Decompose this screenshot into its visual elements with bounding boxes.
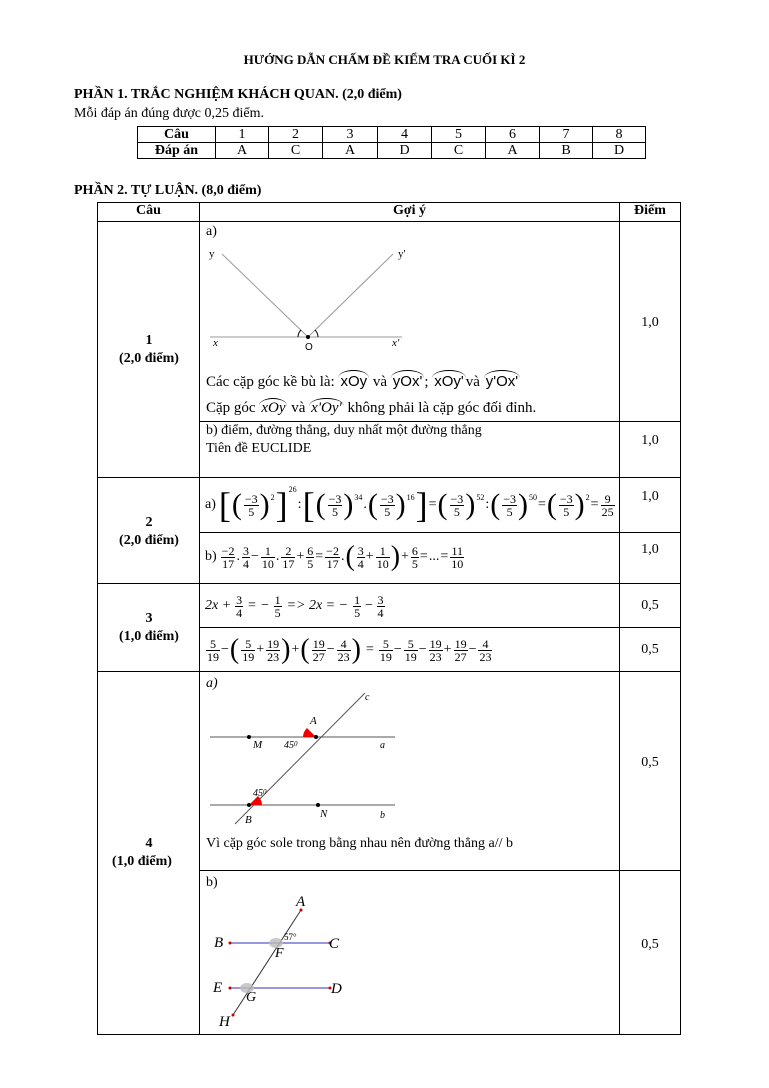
part1-note: Mỗi đáp án đúng được 0,25 điểm. (74, 106, 264, 121)
answer-cell: D (593, 143, 646, 159)
angle-xoy: xOy (338, 370, 369, 390)
question-cell: 4 (378, 127, 432, 143)
q2-a-label: a) (205, 497, 216, 512)
q4-a-label: a) (206, 676, 218, 691)
answer-cell: A (216, 143, 269, 159)
question-1-label (98, 332, 200, 368)
q4-parallel-figure (205, 688, 405, 838)
question-row (138, 127, 646, 143)
and-word: và (465, 374, 480, 390)
q4-b-figure (205, 895, 355, 1030)
angle-arc (315, 330, 318, 337)
fraction: $\frac{9}{25}$ (601, 491, 614, 519)
answer-row (138, 143, 646, 159)
score: 1,0 (641, 315, 659, 330)
score: 0,5 (641, 642, 659, 657)
label-f: F (275, 946, 284, 961)
answer-cell: C (432, 143, 486, 159)
and-word: và (291, 400, 306, 416)
label-x: x (213, 337, 218, 349)
score: 0,5 (641, 937, 659, 952)
transversal-ah (233, 910, 301, 1015)
answer-cell: B (540, 143, 593, 159)
question-4-label (98, 835, 200, 871)
fraction: $\frac{-3}{5}$ (450, 491, 464, 519)
question-cell: 6 (486, 127, 540, 143)
angle-arc (298, 330, 301, 337)
table-divider (97, 221, 681, 222)
q3-line1: 2x + $\frac{3}{4}$ = − $\frac{1}{5}$ => 2x = − $\frac{1}{5}$ − $\frac{3}{4}$ (205, 592, 384, 620)
question-number: 2 (145, 515, 153, 530)
row-label-question: Câu (138, 127, 216, 143)
angle-xoy: xOy (261, 400, 286, 416)
question-points: (2,0 điểm) (119, 533, 179, 548)
question-cell: 1 (216, 127, 269, 143)
question-cell: 3 (323, 127, 378, 143)
label-a-line: a (380, 740, 385, 751)
and-word: và (372, 374, 388, 390)
table-divider (97, 477, 681, 478)
label-g: G (246, 990, 257, 1005)
q1-b-line2: Tiên đề EUCLIDE (206, 441, 312, 456)
separator: ; (424, 374, 429, 390)
label-n: N (320, 808, 328, 820)
column-header-hint: Gợi ý (392, 203, 427, 218)
point-o (306, 335, 310, 339)
line2-suffix: không phải là cặp góc đối đỉnh. (347, 400, 537, 416)
label-angle-top: $45^0$ (284, 740, 298, 751)
ray-oy-prime (308, 254, 393, 337)
line1-prefix: Các cặp góc kề bù là: (206, 374, 335, 390)
table-divider (97, 583, 681, 584)
question-number: 3 (145, 611, 153, 626)
column-header-question: Câu (136, 203, 161, 218)
point-b (247, 803, 251, 807)
label-angle-bottom: $45^0$ (253, 788, 267, 799)
q2-b-label: b) (205, 549, 217, 564)
score: 0,5 (641, 598, 659, 613)
label-c: C (329, 936, 340, 952)
question-number: 1 (145, 333, 153, 348)
label-o: O (305, 342, 313, 353)
score: 1,0 (641, 489, 659, 504)
table-divider (199, 627, 681, 628)
q1-line1 (206, 373, 520, 391)
answer-cell: C (269, 143, 323, 159)
score: 1,0 (641, 542, 659, 557)
score: 0,5 (641, 755, 659, 770)
line2-prefix: Cặp góc (206, 400, 256, 416)
table-divider (199, 421, 681, 422)
page-title: HƯỚNG DẪN CHẤM ĐỀ KIỂM TRA CUỐI KÌ 2 (243, 52, 526, 67)
label-b-point: B (245, 814, 252, 826)
question-points: (1,0 điểm) (119, 629, 179, 644)
label-a-point: A (310, 715, 317, 727)
score: 1,0 (641, 433, 659, 448)
answer-cell: A (486, 143, 540, 159)
question-points: (2,0 điểm) (119, 351, 179, 366)
row-label-answer: Đáp án (138, 143, 216, 159)
q4-a-text: Vì cặp góc sole trong bằng nhau nên đường thẳng a// b (206, 836, 513, 851)
label-angle-57: 57° (284, 932, 297, 942)
point-b (229, 942, 232, 945)
question-3-label (98, 610, 200, 646)
point-m (247, 735, 251, 739)
point-n (316, 803, 320, 807)
point-a (314, 735, 318, 739)
ray-oy (222, 254, 308, 337)
part2-heading: PHẦN 2. TỰ LUẬN. (8,0 điểm) (74, 183, 262, 198)
q2-a-expression: a) [ ( $\frac{-3}{5}$ ) 2 ] 26 : [ ( $\frac{-3}{5}$ ) 34 . ( $\frac{-3}{5}$ ) 16 ] = ( $\frac{-3}{5}$ ) 52 : ( $\frac{-3}{5}$ ) 50 = ( $\frac{-3}{5}$ ) 2 = $\frac{9}{25}$ (205, 484, 614, 525)
fraction: $\frac{-3}{5}$ (244, 491, 258, 519)
point-h (232, 1014, 235, 1017)
question-cell: 7 (540, 127, 593, 143)
label-d: D (331, 981, 342, 997)
q3-line2: $\frac{5}{19}$ − ( $\frac{5}{19}$ + $\frac{19}{23}$ ) + ( $\frac{19}{27}$ − $\frac{4}{23}$ ) = $\frac{5}{19}$ − $\frac{5}{19}$ − $\frac{19}{23}$ + $\frac{19}{27}$ − $\frac{4}{23}$ (207, 634, 492, 665)
q1-line2 (206, 400, 536, 417)
q1-angle-figure (205, 240, 420, 355)
part1-heading: PHẦN 1. TRẮC NGHIỆM KHÁCH QUAN. (2,0 điểm) (74, 87, 402, 102)
question-cell: 5 (432, 127, 486, 143)
label-b-line: b (380, 810, 385, 821)
question-2-label (98, 514, 200, 550)
q1-a-label: a) (206, 224, 217, 239)
angle-y-prime-ox-prime: y'Ox' (484, 370, 520, 390)
answer-cell: A (323, 143, 378, 159)
fraction: $\frac{-3}{5}$ (559, 491, 573, 519)
point-e (229, 987, 232, 990)
angle-45-top (303, 728, 316, 737)
question-number: 4 (145, 836, 153, 851)
angle-yox-prime: yOx' (391, 370, 425, 390)
angle-xoy-prime: xOy' (432, 370, 466, 390)
label-e: E (213, 980, 223, 996)
table-divider (199, 532, 681, 533)
answer-table (137, 126, 646, 159)
q4-b-label: b) (206, 875, 218, 890)
label-y: y (209, 248, 215, 260)
question-cell: 8 (593, 127, 646, 143)
table-divider (199, 870, 681, 871)
label-x-prime: x' (392, 337, 400, 349)
answer-cell: D (378, 143, 432, 159)
label-c: c (365, 692, 370, 703)
column-header-score: Điểm (634, 203, 666, 218)
label-y-prime: y' (398, 248, 406, 260)
label-h: H (219, 1014, 230, 1030)
angle-x-prime-oy-prime: x'Oy' (311, 400, 342, 416)
table-divider (97, 671, 681, 672)
question-cell: 2 (269, 127, 323, 143)
label-a: A (296, 894, 306, 910)
fraction: $\frac{-3}{5}$ (328, 491, 342, 519)
fraction: $\frac{-3}{5}$ (380, 491, 394, 519)
label-b: B (214, 935, 224, 951)
fraction: $\frac{-3}{5}$ (503, 491, 516, 519)
q1-b-line1: b) điểm, đường thẳng, duy nhất một đường thẳng (206, 423, 482, 438)
q2-b-expression: b) $\frac{-2}{17}$ . $\frac{3}{4}$ − $\frac{1}{10}$ . $\frac{2}{17}$ + $\frac{6}{5}$ = $\frac{-2}{17}$ . ( $\frac{3}{4}$ + $\frac{1}{10}$ ) + $\frac{6}{5}$ = ... = $\frac{11}{10}$ (205, 541, 464, 572)
question-points: (1,0 điểm) (112, 854, 172, 869)
label-m: M (253, 739, 263, 751)
